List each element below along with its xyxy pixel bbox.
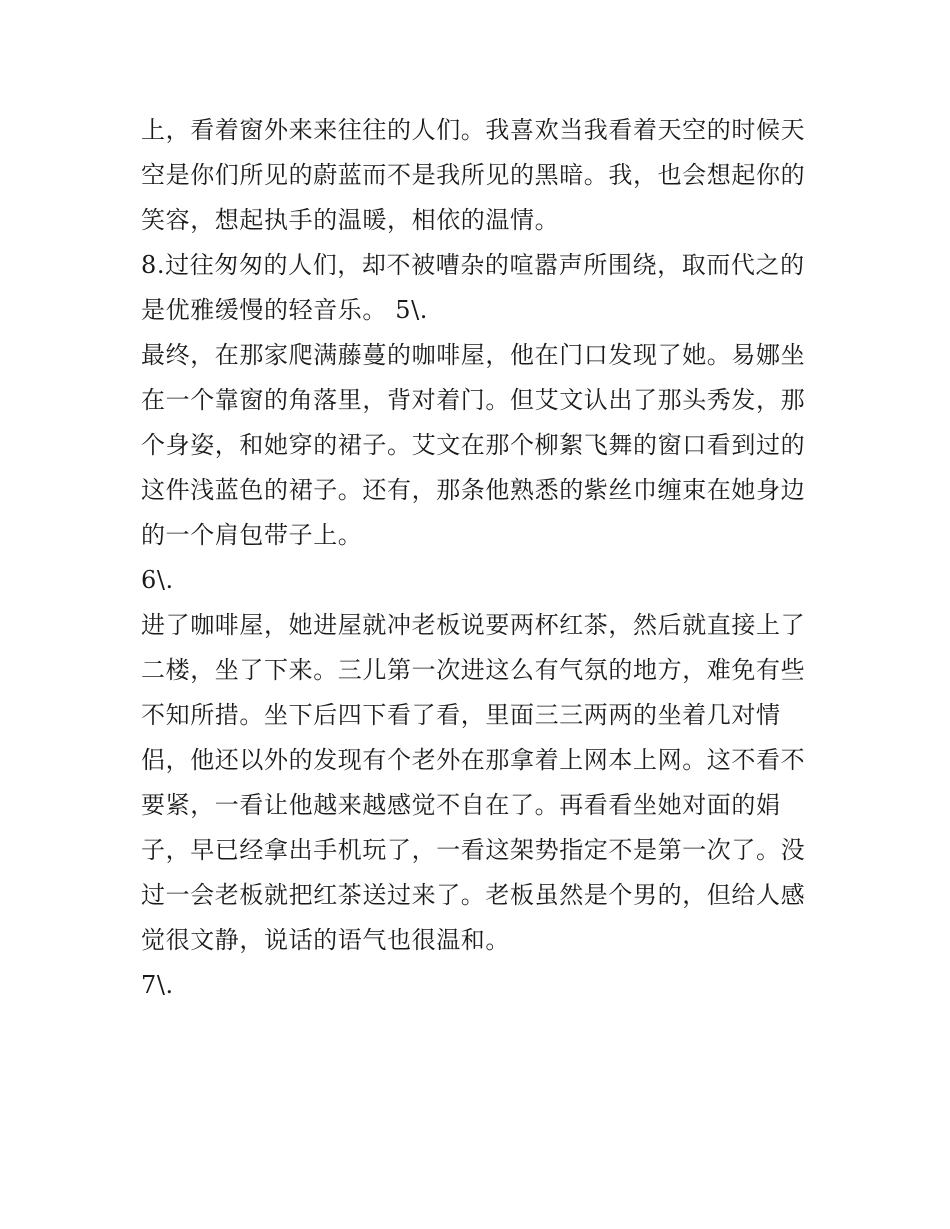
text-line: 过一会老板就把红茶送过来了。老板虽然是个男的，但给人感 — [141, 881, 806, 909]
text-line: 最终，在那家爬满藤蔓的咖啡屋，他在门口发现了她。易娜坐 — [141, 341, 806, 369]
text-line: 二楼，坐了下来。三儿第一次进这么有气氛的地方，难免有些 — [141, 656, 806, 684]
text-line: 8.过往匆匆的人们，却不被嘈杂的喧嚣声所围绕，取而代之的 — [141, 251, 805, 279]
section-number: 7\. — [141, 971, 174, 999]
text-line: 觉很文静，说话的语气也很温和。 — [141, 926, 510, 954]
text-line: 子，早已经拿出手机玩了，一看这架势指定不是第一次了。没 — [141, 836, 806, 864]
text-line: 进了咖啡屋，她进屋就冲老板说要两杯红茶，然后就直接上了 — [141, 611, 806, 639]
text-line: 的一个肩包带子上。 — [141, 521, 363, 549]
text-line: 个身姿，和她穿的裙子。艾文在那个柳絮飞舞的窗口看到过的 — [141, 431, 806, 459]
text-line: 空是你们所见的蔚蓝而不是我所见的黑暗。我，也会想起你的 — [141, 161, 806, 189]
section-number: 6\. — [141, 566, 174, 594]
text-line: 这件浅蓝色的裙子。还有，那条他熟悉的紫丝巾缠束在她身边 — [141, 476, 806, 504]
text-line: 不知所措。坐下后四下看了看，里面三三两两的坐着几对情 — [141, 701, 781, 729]
text-line: 要紧，一看让他越来越感觉不自在了。再看看坐她对面的娟 — [141, 791, 781, 819]
document-body — [141, 108, 821, 1008]
text-line: 是优雅缓慢的轻音乐。 5\. — [141, 296, 429, 324]
text-line: 侣，他还以外的发现有个老外在那拿着上网本上网。这不看不 — [141, 746, 806, 774]
text-line: 上，看着窗外来来往往的人们。我喜欢当我看着天空的时候天 — [141, 116, 806, 144]
text-line: 在一个靠窗的角落里，背对着门。但艾文认出了那头秀发，那 — [141, 386, 806, 414]
text-line: 笑容，想起执手的温暖，相依的温情。 — [141, 206, 560, 234]
